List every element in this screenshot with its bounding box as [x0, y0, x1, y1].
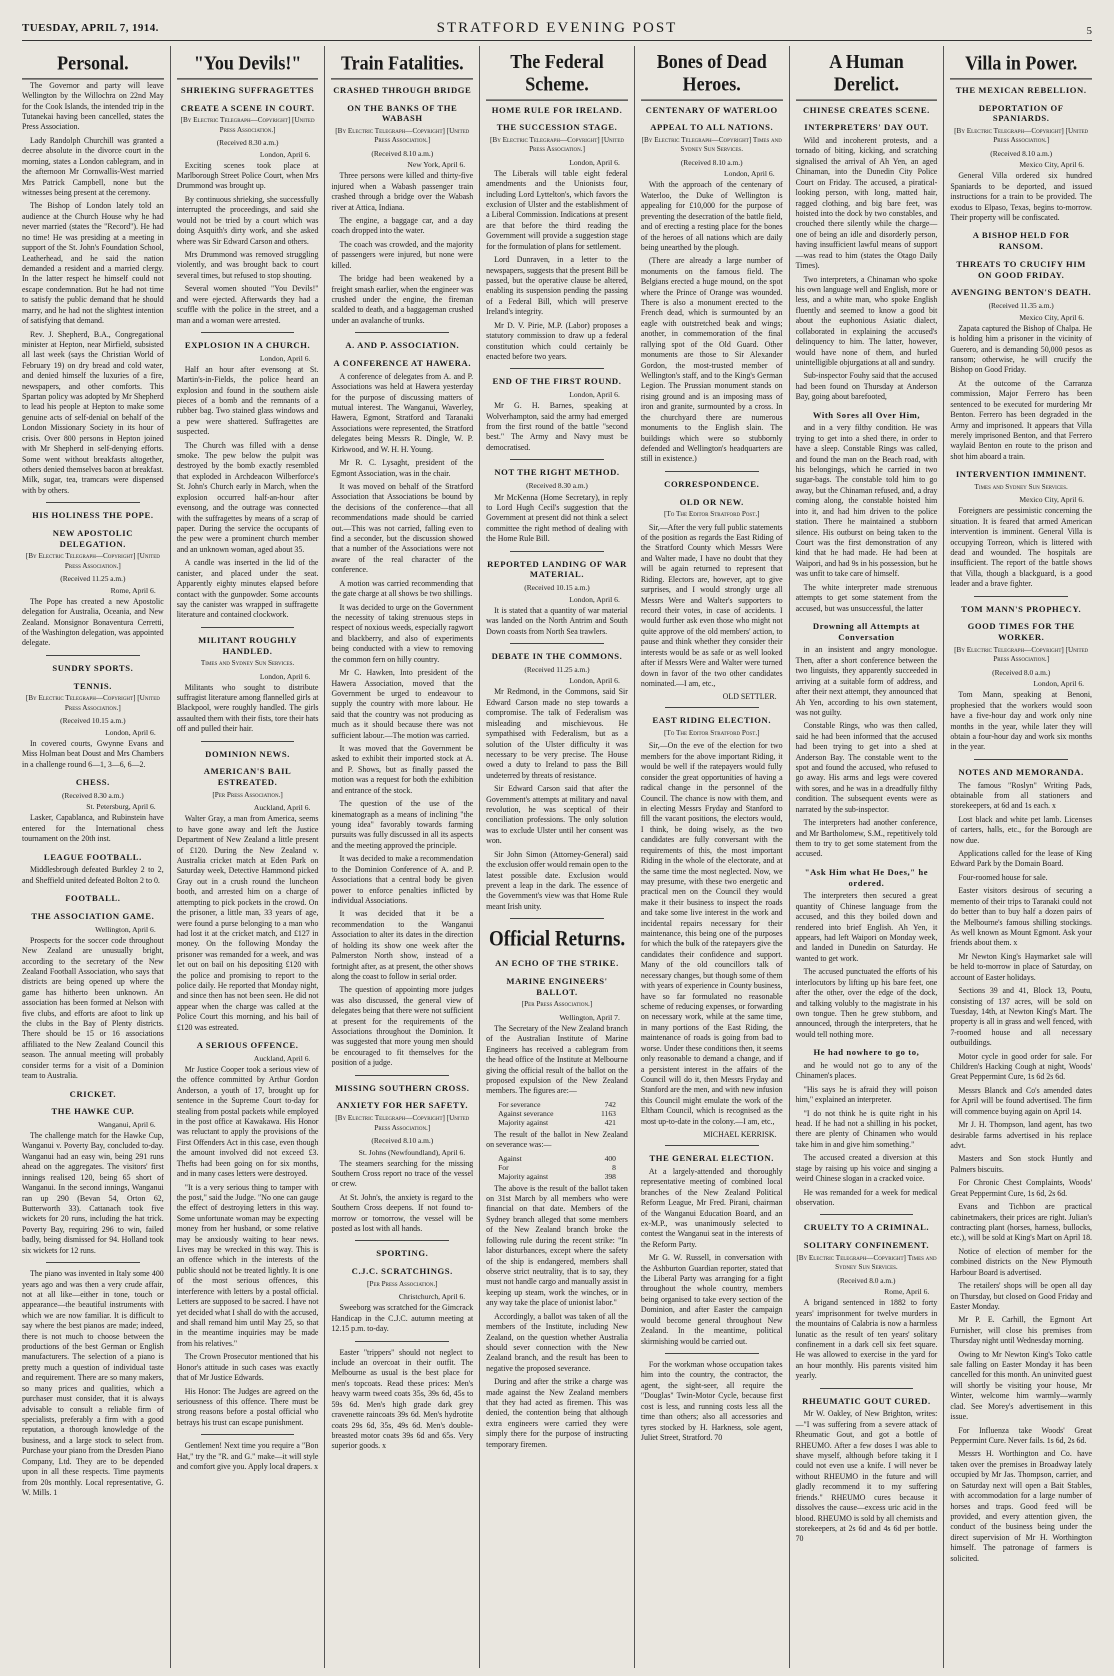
paragraph: Mrs Drummond was removed struggling violently, and was brought back to court several times, but refused to stop shouting.	[176, 249, 319, 280]
subheading: DEPORTATION OF SPANIARDS.	[978, 102, 1064, 124]
paragraph: Militants who sought to distribute suffragist literature among flannelled girls at Blackpool, were roughly handled. The girls assaulted them with their fists, tore their hats off and pulled their hair.	[176, 682, 319, 734]
dateline: London, April 6.	[569, 157, 620, 167]
figure-value: 398	[604, 1171, 616, 1181]
dateline: Auckland, April 6.	[253, 1053, 311, 1063]
column-rule	[510, 918, 604, 919]
paragraph: It was decided that it be a recommendation to the Wanganui Association to alter its dates in the direction of holding its show one week after the Palmerston North show, instead of a fortnight after, as at present, the other shows along the coast to follow in serial order.	[331, 909, 474, 981]
paragraph: Four-roomed house for sale.	[958, 872, 1048, 882]
paragraph: By continuous shrieking, she successfully interrupted the proceedings, and said she would not be tried by a court which was doing Asquith's dirty work, and she asked where was Sir Edward Carson and others.	[176, 194, 319, 246]
dateline: Mexico City, April 6.	[1019, 160, 1085, 170]
paragraph: The interpreters then secured a great quantity of Chinese language from the accused, and this they boiled down and rendered into brief English. Ah Yen, it appears, had left Waipori on Monday week, and landed in Dunedin on Saturday. He wanted to get work.	[795, 891, 938, 963]
subheading: A CONFERENCE AT HAWERA.	[333, 357, 472, 368]
column-rule	[355, 1240, 449, 1241]
paragraph: Messrs Blanck and Co's amended dates for April will be found advertised. The firm will commence buying again on April 14.	[950, 1085, 1093, 1116]
dateline: Mexico City, April 6.	[1019, 495, 1085, 505]
figures-row	[496, 1172, 618, 1181]
dateline: Wellington, April 7.	[559, 1012, 620, 1022]
subheading: With Sores all Over Him,	[812, 409, 921, 420]
figure-label: Majority against	[498, 1117, 549, 1127]
received-time: (Received 11.25 a.m.)	[60, 574, 126, 584]
subheading: THREATS TO CRUCIFY HIM ON GOOD FRIDAY.	[956, 258, 1086, 280]
figure-label: Majority against	[498, 1171, 549, 1181]
subheading: HIS HOLINESS THE POPE.	[32, 510, 154, 521]
subheading: INTERVENTION IMMINENT.	[955, 469, 1087, 480]
subheading: CRASHED THROUGH BRIDGE	[333, 84, 472, 95]
column-rule	[665, 1145, 759, 1146]
subheading: OLD OR NEW.	[679, 496, 744, 507]
figures-row	[496, 1100, 618, 1109]
column-rule	[820, 1388, 914, 1389]
column-rule	[201, 1434, 295, 1435]
article-headline: "You Devils!"	[177, 53, 319, 80]
paragraph: Sweeborg was scratched for the Gimcrack Handicap in the C.J.C. autumn meeting at 12.15 p.m. to-day.	[331, 1303, 474, 1334]
paragraph: Mr W. Oakley, of New Brighton, writes:—"I was suffering from a severe attack of Rheumatic Gout, and got a bottle of RHEUMO. After a few doses I was able to shave myself, although before taking it I could not even use a knife. I will never be without RHEUMO in the future and will gladly recommend it to my suffering friends." RHEUMO cures because it dissolves the cause—excess uric acid in the blood. RHEUMO is sold by all chemists and storekeepers, at 2s 6d and 4s 6d per bottle. 70	[795, 1409, 938, 1544]
paragraph: The engine, a baggage car, and a day coach dropped into the water.	[331, 216, 474, 236]
column-rule	[46, 1262, 140, 1263]
signature: MICHAEL KERRISK.	[703, 1130, 777, 1140]
dateline: London, April 6.	[259, 149, 311, 159]
column-rule	[46, 502, 140, 503]
paragraph: The accused created a diversion at this stage by raising up his voice and singing a weird Chinese slogan in a cracked voice.	[795, 1153, 938, 1184]
column-rule	[974, 596, 1068, 597]
subheading: APPEAL TO ALL NATIONS.	[650, 122, 774, 133]
paragraph: For Chronic Chest Complaints, Woods' Great Peppermint Cure, 1s 6d, 2s 6d.	[950, 1178, 1093, 1198]
paragraph: Sir Edward Carson said that after the Government's attempts at military and naval revolution, he was sceptical of their conciliation professions. The only solution was to exclude Ulster until her consent was won.	[486, 784, 628, 846]
subheading: LEAGUE FOOTBALL.	[43, 851, 142, 862]
signature: OLD SETTLER.	[722, 692, 777, 702]
subheading: THE HAWKE CUP.	[51, 1106, 135, 1117]
paragraph: At the outcome of the Carranza commission, Major Ferrero has been sentenced to be executed for murdering Mr Benton. Ferrero has been degraded in the Army and imprisoned. It appears that Villa merely imprisoned Benton, and that Ferrero waylaid Benton en route to the prison and shot him aboard a train.	[950, 378, 1093, 461]
paragraph: Foreigners are pessimistic concerning the situation. It is feared that armed American intervention is imminent. General Villa is occupying Torreon, which is littered with dead and wounded. The hospitals are insufficient. The report of the battle shows that Villa, though a blackguard, is a good leader and a brave fighter.	[950, 506, 1093, 589]
subheading: SHRIEKING SUFFRAGETTES	[180, 84, 315, 95]
paragraph: Prospects for the soccer code throughout New Zealand are unusually bright, according to the secretary of the New Zealand Football Association, who says that districts are being opened up where the game has hitherto been unknown. An association has been formed at Nelson with five clubs, and efforts are afoot to link up the clubs in the Bay of Plenty districts. There should be 15 or 16 associations affiliated to the New Zealand Council this season. The annual meeting will probably consider terms for a visit of a Dominion team to Australia.	[22, 935, 164, 1081]
article-headline: A Human Derelict.	[796, 51, 938, 100]
subheading: END OF THE FIRST ROUND.	[492, 376, 622, 387]
subheading: THE ASSOCIATION GAME.	[31, 910, 155, 921]
column-rule	[820, 1214, 914, 1215]
subheading: DOMINION NEWS.	[205, 748, 290, 759]
figures-row	[496, 1154, 618, 1163]
received-time: (Received 8.10 a.m.)	[371, 148, 434, 158]
paragraph: Mr G. W. Russell, in conversation with the Ashburton Guardian reporter, stated that the Liberal Party was arranging for a fight throughout the whole country, members being organised to take every section of the Dominion, and after Easter the campaign would become general throughout New Zealand. In the meantime, political skirmishing would be carried out.	[640, 1253, 783, 1346]
column-rule	[201, 627, 295, 628]
paragraph: The Liberals will table eight federal amendments and the Unionists four, including Lord Lyttelton's, which favors the exclusion of Ulster and the establishment of a Liberal Commission. Indications at present are that before the third reading the Government will provide a suggestion stage for the formulation of plans for settlement.	[486, 168, 628, 251]
paragraph: Lady Randolph Churchill was granted a decree absolute in the divorce court in the morning, states a London cablegram, and in the afternoon Mr Cornwallis-West married Mrs Patrick Campbell, none but the witnesses being present at the ceremony.	[22, 135, 164, 198]
paragraph: A brigand sentenced in 1882 to forty years' imprisonment for twelve murders in the mountains of Calabria is now a harmless lunatic as the result of ten years' solitary confinement in a dark cell six feet square. He was allowed to exercise in the yard for an hour monthly. His parents visited him yearly.	[795, 1298, 938, 1381]
subheading: CRICKET.	[69, 1088, 117, 1099]
paragraph: Mr G. H. Barnes, speaking at Wolverhampton, said the army had emerged from the first round of the battle "second best." The Army and Navy must be democratised.	[486, 401, 628, 452]
paragraph: The Secretary of the New Zealand branch of the Australian Institute of Marine Engineers has received a cablegram from the head office of the Institute at Melbourne giving the official result of the ballot on the proposed expulsion of the New Zealand members. The figures are:—	[486, 1023, 628, 1096]
paragraph: It was decided to make a recommendation to the Dominion Conference of A. and P. Associations that a central body be given power to enforce penalties inflicted by individual Associations.	[331, 854, 474, 905]
paragraph: Rev. J. Shepherd, B.A., Congregational minister at Hepton, near Mirfield, subsisted all last week (says the Christian World of February 19) on dry bread and cold water, and denied himself the luxuries of a fire, newspapers, and other comforts. This Spartan policy was adopted by Mr Shepherd to lead his people at Hepton to make some genuine acts of self-denial on behalf of the London Missionary Society in its hour of crisis. Over 800 persons in Hepton joined with Mr Shepherd in self-denying efforts. Some went without breakfasts altogether, others denied themselves bacon at breakfast. Milk, sugar, tea, tramcars were dispensed with by others.	[22, 329, 164, 495]
paragraph: During and after the strike a charge was made against the New Zealand members that they had acted as firemen. This was denied, the contention being that although extra engineers were carried they were simply there for the purpose of instructing temporary firemen.	[486, 1377, 628, 1449]
column-rule	[355, 332, 449, 333]
paragraph: Notice of election of member for the combined districts on the New Plymouth Harbour Board is advertised.	[950, 1246, 1093, 1277]
received-time: (Received 8.10 a.m.)	[680, 157, 743, 167]
paragraph: The interpreters had another conference, and Mr Bartholomew, S.M., repetitively told them to try to get some statement from the accused.	[795, 818, 938, 859]
paragraph: Messrs H. Worthington and Co. have taken over the premises in Broadway lately occupied by Mr Jas. Thompson, carrier, and on Saturday next will open a Bait Stables, with accommodation for a large number of horses and traps. Good feed will be provided, and every attention given, the conduct of the business being under the direct supervision of Mr H. Worthington himself. The patronage of farmers is solicited.	[950, 1449, 1093, 1563]
column-rule	[355, 1075, 449, 1076]
article-headline: The Federal Scheme.	[486, 51, 628, 100]
paragraph: Walter Gray, a man from America, seems to have gone away and left the Justice Department of New Zealand a little present of £120. During the New Zealand v. Australia cricket match at Eden Park on Saturday week, Detective Hammond picked Gray out in a crush round the luncheon booth, and arrested him on a charge of attempting to pick pockets in the crowd. On the prisoner, a little man, 33 years of age, were found a purse belonging to a man who had lost it at the cricket match, and £127 in money. On the following Monday the prisoner was remanded for a week, and was let out on bail on his depositing £120 with the police and promising to report to the police daily. He reported that Monday night, and since then has not been seen. He did not appear when the charge was called at the Police Court this morning, and his bail of £120 was estreated.	[176, 814, 319, 1032]
subheading: CENTENARY OF WATERLOO	[645, 104, 778, 115]
paragraph: Sir,—After the very full public statements of the position as regards the East Riding of the Stratford County which Messrs Were and Walter made, I have no doubt that they will be again returned to represent that Riding. Electors are, however, apt to give surprises, and I would strongly urge all Messrs Were and Walter's supporters to record their votes, in case of accidents. I would further ask even those who might not quite approve of the old members' action, to pause and think whether they consider their interests would be as safe or as well looked after if Messrs Were and Walter were turned down in favor of the two other candidates nominated.—I am, etc.,	[640, 522, 783, 688]
received-time: (Received 10.15 a.m.)	[524, 583, 590, 593]
figure-label: For severance	[498, 1099, 541, 1109]
paragraph: It was moved on behalf of the Stratford Association that Associations be bound by the decisions of the conference—that all recommendations made should be carried out.—This was not carried, falling even to find a seconder, but the discussion showed that a number of the Associations were not aware of the real character of the conference.	[331, 481, 474, 575]
paragraph: Mr D. V. Pirie, M.P. (Labor) proposes a statutory commission to draw up a federal constitution which could certainly be enacted before two years.	[486, 320, 628, 361]
paragraph: It is stated that a quantity of war material was landed on the North Antrim and South Down coasts from North Sea trawlers.	[486, 605, 628, 636]
paragraph: The Pope has created a new Apostolic delegation for Australia, Oceania, and New Zealand. Monsignor Bonaventura Cerretti, of the Washington delegation, was appointed delegate.	[22, 596, 164, 648]
figure-label: Against	[498, 1153, 522, 1163]
paragraph: Constable Rings, who was then called, said he had been informed that the accused had been trying to get into a shed at Anderson Bay. The constable went to the spot and found the accused, who refused to go away. His arms and legs were covered with sores, and he was in a dreadfully filthy condition. The subsequent events were as narrated by the sub-inspector.	[795, 721, 938, 814]
column-1	[22, 46, 170, 1668]
paragraph: It was moved that the Government be asked to exhibit their imported stock at A. and P. Shows, but as finally passed the motion was a request for both the exhibition and entrance of the stock.	[331, 744, 474, 795]
paragraph: Mr McKenna (Home Secretary), in reply to Lord Hugh Cecil's suggestion that the Government at present did not think a select committee the right method of dealing with the Home Rule Bill.	[486, 492, 628, 544]
paragraph: Mr Justice Cooper took a serious view of the offence committed by Arthur Gordon Anderson, a youth of 17, brought up for sentence in the Supreme Court to-day for stealing from postal packets while employed in the post office at Kawakawa. His Honor was reluctant to apply the provisions of the First Offenders Act in this case, even though the amount involved did not exceed £3. Thefts had been going on for six months, and in many cases letters were destroyed.	[176, 1064, 319, 1179]
dateline: New York, April 6.	[407, 160, 466, 170]
paragraph: The Bishop of London lately told an audience at the Church House why he had never married (states the "Record"). He had no time! He was presiding at a meeting in support of the St. John's Foundation School, Leatherhead, and he said the nation demanded a resident and a married clergy. In the latter respect he himself could not escape condemnation. But he had not time to satisfy the public demand that he should marry, and he had not the slightest intention of satisfying that demand.	[22, 201, 164, 326]
subheading: FOOTBALL.	[65, 893, 121, 904]
subheading: CRUELTY TO A CRIMINAL.	[803, 1222, 930, 1233]
subheading: REPORTED LANDING OF WAR MATERIAL.	[487, 558, 627, 580]
subheading: CREATE A SCENE IN COURT.	[180, 102, 315, 113]
paragraph: For Influenza take Woods' Great Peppermint Cure. Never fails. 1s 6d, 2s 6d.	[950, 1425, 1093, 1445]
column-5	[634, 46, 789, 1668]
wire-credit: [By Electric Telegraph—Copyright] [United Press Association.]	[954, 645, 1089, 664]
subheading: THE MEXICAN REBELLION.	[955, 84, 1087, 95]
paragraph: The famous "Roslyn" Writing Pads, obtainable from all stationers and storekeepers, at 6d and 1s each. x	[950, 780, 1093, 811]
paper-title: STRATFORD EVENING POST	[436, 20, 678, 36]
column-3	[324, 46, 479, 1668]
subheading: GOOD TIMES FOR THE WORKER.	[967, 621, 1075, 643]
subheading: AMERICAN'S BAIL ESTREATED.	[203, 766, 292, 788]
masthead	[22, 18, 1092, 41]
subheading: AVENGING BENTON'S DEATH.	[951, 287, 1092, 298]
paragraph: Gentlemen! Next time you require a "Bon Hat," try the "R. and G." make—it will style and comfort give you. Apply local drapers. x	[176, 1441, 319, 1472]
paragraph: The Crown Prosecutor mentioned that his Honor's attitude in such cases was exactly that of Mr Justice Edwards.	[176, 1352, 319, 1383]
section-headline: Official Returns.	[488, 927, 626, 952]
article-headline: Bones of Dead Heroes.	[641, 51, 783, 100]
paragraph: Mr J. H. Thompson, land agent, has two desirable farms advertised in his replace advt.	[950, 1120, 1093, 1151]
received-time: (Received 8.10 a.m.)	[990, 148, 1053, 158]
subheading: Drowning all Attempts at Conversation	[812, 620, 920, 642]
dateline: Mexico City, April 6.	[1019, 312, 1085, 322]
paragraph: The Governor and party will leave Wellington by the Willochra on 22nd May for the Cook Islands, the intended trip in the Tutanekai having been cancelled, states the Press Association.	[22, 80, 164, 132]
paragraph: Accordingly, a ballot was taken of all the members of the Institute, including New Zealand, on the question whether Australia should sever connection with the New Zealand branch, and the result has been to negative the proposed severance.	[486, 1311, 628, 1373]
paragraph: and he would not go to any of the Chinamen's places.	[795, 1060, 938, 1081]
paragraph: Applications called for the lease of King Edward Park by the Domain Board.	[950, 849, 1093, 869]
column-rule	[974, 759, 1068, 760]
dateline: London, April 6.	[723, 169, 775, 179]
paragraph: Mr P. E. Carhill, the Egmont Art Furnisher, will close his premises from Thursday night until Wednesday morning.	[950, 1315, 1093, 1346]
wire-credit: [By Electric Telegraph—Copyright] Times and Sydney Sun Services.	[796, 1253, 937, 1272]
received-time: (Received 8.30 a.m.)	[61, 790, 124, 800]
paragraph: "I do not think he is quite right in his head. If he had not a shilling in his pocket, there are plenty of Chinamen who would take him in and give him something."	[795, 1108, 938, 1149]
subheading: EAST RIDING ELECTION.	[652, 715, 772, 726]
paragraph: Evans and Tichbon are practical cabinetmakers, their prices are right. Julian's contracting plant (horses, harness, bullocks, etc.), will be sold at King's Mart on April 18.	[950, 1202, 1093, 1243]
subheading: NEW APOSTOLIC DELEGATION.	[52, 527, 134, 549]
paragraph: Lost black and white pet lamb. Licenses of carters, halls, etc., for the Borough are now due.	[950, 814, 1093, 845]
paragraph: The challenge match for the Hawke Cup, Wanganui v. Poverty Bay, concluded to-day. Wanganui had an easy win, being 291 runs ahead on the aggregates. The visitors' first innings realised 120, being 65 short of Wanganui. In the second innings, Wanganui ran up 290 (Bevan 54, Orton 62, Butterworth 33). Cattanach took five wickets for 20 runs, including the hat trick. Poverty Bay, requiring 296 to win, failed badly, being dismissed for 94. Holland took six wickets for 12 runs.	[22, 1131, 164, 1255]
wire-credit: [Per Press Association.]	[367, 1279, 438, 1288]
wire-credit: [By Electric Telegraph—Copyright] [United Press Association.]	[490, 136, 625, 154]
column-rule	[510, 643, 604, 644]
subheading: HOME RULE FOR IRELAND.	[491, 104, 623, 115]
subheading: "Ask Him what He Does," he ordered.	[804, 866, 929, 888]
subheading: INTERPRETERS' DAY OUT.	[804, 122, 929, 133]
column-rule	[665, 1353, 759, 1354]
received-time: (Received 8.10 a.m.)	[371, 1135, 434, 1145]
dateline: London, April 6.	[569, 676, 620, 686]
paragraph: Motor cycle in good order for sale. For Children's Hacking Cough at night, Woods' Great Peppermint Cure, 1s 6d 2s 6d.	[950, 1051, 1093, 1082]
dateline: Rome, April 6.	[110, 585, 156, 595]
column-2	[170, 46, 325, 1668]
paragraph: The above is the result of the ballot taken on 31st March by all members who were financial on that date. Members of the Sydney branch alleged that some members of the New Zealand branch broke the following rule during the recent strike: "In labor disturbances, except where the safety of the ship is endangered, members shall observe strict neutrality, that is to say, they must not handle cargo and manually assist in keeping up steam, work the winches, or in any way take the place of unionist labor."	[486, 1183, 628, 1308]
received-time: (Received 8.0 a.m.)	[837, 1275, 896, 1285]
column-rule	[665, 471, 759, 472]
dateline: Wanganui, April 6.	[98, 1120, 156, 1130]
wire-credit: [To The Editor Stratford Post.]	[663, 510, 760, 519]
paragraph: in an insistent and angry monologue. Then, after a short conference between the two linguists, they apparently succeeded in arriving at a suitable form of address, and after their next attempt, they announced that Ah Yen, according to his own statement, was not guilty.	[795, 645, 938, 717]
subheading: DEBATE IN THE COMMONS.	[491, 651, 623, 662]
subheading: NOT THE RIGHT METHOD.	[494, 467, 620, 478]
page-number: 5	[1086, 25, 1092, 37]
figures-row	[496, 1118, 618, 1127]
paragraph: Several women shouted "You Devils!" and were ejected. Afterwards they had a scuffle with the police in the street, and a man and a woman were arrested.	[176, 284, 319, 325]
subheading: CHESS.	[75, 776, 110, 787]
issue-date: TUESDAY, APRIL 7, 1914.	[22, 21, 159, 34]
wire-credit: [By Electric Telegraph—Copyright] [United Press Association.]	[335, 127, 470, 145]
column-rule	[665, 707, 759, 708]
paragraph: "It is a very serious thing to tamper with the post," said the Judge. "No one can gauge the effect of destroying letters in this way. Some unfortunate woman may be expecting money from her husband, or some relative may be anxiously waiting to hear news. Lives may be wrecked in this way. This is an offence which in the interests of the public should not be treated lightly. It is one of the most serious offences, this interference with letters by a postal official. Letters are supposed to be sacred. I have not yet decided what I shall do with the accused, and shall remand him until May 25, so that in the meantime inquiries may be made from his relatives."	[176, 1182, 319, 1348]
paragraph: General Villa ordered six hundred Spaniards to be deported, and issued instructions for a train to be provided. The exodus to Elpaso, Texas, begins to-morrow. Their property will be confiscated.	[950, 171, 1093, 223]
wire-credit: [Per Press Association.]	[521, 1000, 593, 1009]
wire-credit: [By Electric Telegraph—Copyright] [United Press Association.]	[954, 127, 1089, 145]
paragraph: The steamers searching for the missing Southern Cross report no trace of the vessel or crew.	[331, 1158, 474, 1189]
paragraph: Easter "trippers" should not neglect to include an overcoat in their outfit. The Melbourne as usual is the best place for men's topcoats. Read these prices: Men's heavy warm tweed coats 35s, 39s 6d, 45s to 59s 6d. Men's high grade dark grey cravenette raincoats 39s 6d. Men's hydrotite coats 29s 6d, 35s, 49s 6d. Men's double-breasted motor coats 39s 6d and 65s. Very superior goods. x	[331, 1347, 474, 1451]
paragraph: Three persons were killed and thirty-five injured when a Wabash passenger train crashed through a bridge over the Wabash river at Attica, Indiana.	[331, 171, 474, 212]
subheading: RHEUMATIC GOUT CURED.	[802, 1395, 931, 1406]
figures-row	[496, 1163, 618, 1172]
column-4	[479, 46, 634, 1668]
paragraph: At a largely-attended and thoroughly representative meeting of combined local branches of the New Zealand Political Reform League, Mr Fred. Pirani, chairman of the Wanganui Education Board, and an ex-M.P., was unanimously selected to contest the Wanganui seat in the interests of the Reform Party.	[640, 1166, 783, 1249]
paragraph: Mr Newton King's Haymarket sale will be held to-morrow in place of Saturday, on account of Easter holidays.	[950, 951, 1093, 982]
subheading: A SERIOUS OFFENCE.	[196, 1040, 299, 1051]
paragraph: The question of appointing more judges was also discussed, the general view of delegates being that there were not sufficient at present for the requirements of the Associations throughout the Dominion. It was suggested that more young men should be encouraged to fit themselves for the position of a judge.	[331, 985, 474, 1068]
dateline: Rome, April 6.	[884, 1287, 930, 1297]
subheading: THE SUCCESSION STAGE.	[496, 122, 618, 133]
paragraph: His Honor: The Judges are agreed on the seriousness of this offence. There must be strong reasons before a postal official who betrays his trust can escape punishment.	[176, 1386, 319, 1427]
paragraph: Mr C. Hawken, Into president of the Hawera Association, moved that the Government be urged to endeavour to supply the country with more labour. He said that the country was not producing as much as it should because there was not sufficient labour.—The motion was carried.	[331, 668, 474, 740]
wire-credit: [By Electric Telegraph—Copyright] [United Press Association.]	[335, 1114, 470, 1132]
wire-credit: Times and Sydney Sun Services.	[974, 482, 1068, 491]
figure-value: 1163	[601, 1108, 616, 1118]
column-rule	[201, 741, 295, 742]
column-rule	[201, 332, 295, 333]
subheading: A BISHOP HELD FOR RANSOM.	[972, 230, 1070, 252]
dateline: London, April 6.	[259, 353, 311, 363]
dateline: St. Johns (Newfoundland), April 6.	[358, 1147, 466, 1157]
paragraph: In covered courts, Gwynne Evans and Miss Holman beat Doust and Mrs Chambers in a challenge round 6—1, 3—6, 6—2.	[22, 738, 164, 769]
paragraph: A candle was inserted in the lid of the canister, and placed under the seat. Apparently eighty minutes elapsed before contact with the gunpowder. Some accounts say the canister was wrapped in suffragette literature and contained clockwork.	[176, 558, 319, 620]
subheading: A. AND P. ASSOCIATION.	[345, 340, 460, 351]
paragraph: "His says he is afraid they will poison him," explained an interpreter.	[795, 1084, 938, 1105]
paragraph: Sir John Simon (Attorney-General) said the exclusion offer would remain open to the latest possible date. Exclusion would prevent a leap in the dark. The essence of the Government's view was that Home Rule meant Irish unity.	[486, 849, 628, 911]
paragraph: Zapata captured the Bishop of Chalpa. He is holding him a prisoner in the vicinity of Guerero, and is demanding 50,000 pesos as ransom; otherwise, he will crucify the Bishop on Good Friday.	[950, 323, 1093, 375]
article-headline: Train Fatalities.	[331, 53, 473, 80]
paragraph: (There are already a large number of monuments on the famous field. The Belgians erected a huge mound, on the spot where the Prince of Orange was wounded. There is also a monument erected to the French dead, which is surmounted by an eagle with outstretched beak and wings; another, in commemoration of the final rallying spot of the Old Guard. Other monuments are those to Sir Alexander Gordon, the most-trusted member of Wellington's staff, and to the King's German Legion. The Prussian monument stands on rising ground and is an imposing mass of iron and granite, surmounted by a cross. In the churchyard there are numerous monuments to the English slain. The buildings which were so stubbornly defended and Wellington's headquarters are still in existence.)	[640, 256, 783, 464]
dateline: Wellington, April 6.	[95, 924, 156, 934]
figure-label: Against severance	[498, 1108, 554, 1118]
column-rule	[510, 368, 604, 369]
subheading: MILITANT ROUGHLY HANDLED.	[198, 634, 298, 656]
paragraph: For the workman whose occupation takes him into the country, the contractor, the agent, the sight-seer, all require the "Douglas" Twin-Motor Cycle, because first cost is less, and running costs less all the time than others; also all accessories and tyres stocked by H. Harkness, sole agent, Juliet Street, Stratford. 70	[640, 1359, 783, 1442]
column-rule	[355, 1341, 449, 1342]
subheading: TENNIS.	[73, 680, 113, 691]
paragraph: The result of the ballot in New Zealand on severance was:—	[486, 1129, 628, 1150]
article-headline: Villa in Power.	[950, 53, 1092, 80]
dateline: Auckland, April 6.	[253, 803, 311, 813]
paragraph: Easter visitors desirous of securing a memento of their trips to Taranaki could not do better than to buy half a dozen pairs of the Melbourne's famous shilling stockings. As well known as Mount Egmont. Ask your friends about them. x	[950, 886, 1093, 948]
column-rule	[510, 551, 604, 552]
paragraph: The Church was filled with a dense smoke. The pew below the pulpit was destroyed by the bomb exactly resembled that exploded in Archdeacon Wilberforce's St. John's Church early in March, when the explosion occurred half-an-hour after evensong, and the outrage was connected with the suffragettes by means of a scrap of paper. During the service the occupants of the pew were a prominent church member and an unknown woman, aged about 35.	[176, 440, 319, 554]
subheading: SPORTING.	[376, 1248, 429, 1259]
paragraph: He was remanded for a week for medical observation.	[795, 1187, 938, 1208]
subheading: SUNDRY SPORTS.	[52, 662, 134, 673]
column-rule	[46, 655, 140, 656]
figure-value: 742	[604, 1099, 616, 1109]
paragraph: The bridge had been weakened by a freight smash earlier, when the engineer was crushed under the engine, the fireman scalded to death, and a baggageman crushed under an avalanche of trunks.	[331, 274, 474, 325]
paragraph: and in a very filthy condition. He was trying to get into a shed there, in order to have a sleep. Constable Rings was called, and found the man on the Beach road, with his belongings, which he carried in two sugar-bags. The constable told him to go away, but the Chinaman refused, and, a dray coming along, the constable hoisted him into it, and had him driven to the police station. There he maintained a stubborn silence. His outburst on being taken to the Court was the first demonstration of any kind that he had made. He had been at Waipori, and had 9s in his possession, but he was unfit to take care of himself.	[795, 423, 938, 579]
wire-credit: [By Electric Telegraph—Copyright] [United Press Association.]	[25, 694, 160, 712]
received-time: (Received 8.30 a.m.)	[526, 480, 588, 490]
paragraph: The white interpreter made strenuous attempts to get some statement from the accused, but was unsuccessful, the latter	[795, 582, 938, 613]
figures-table	[496, 1100, 618, 1127]
subheading: C.J.C. SCRATCHINGS.	[351, 1266, 453, 1277]
subheading: He had nowhere to go to,	[813, 1047, 920, 1058]
subheading: AN ECHO OF THE STRIKE.	[495, 958, 619, 969]
figure-value: 421	[604, 1117, 616, 1127]
dateline: London, April 6.	[569, 390, 620, 400]
paragraph: A motion was carried recommending that the gate charge at all shows be two shillings.	[331, 578, 474, 599]
wire-credit: [By Electric Telegraph—Copyright] Times and Sydney Sun Services.	[641, 136, 782, 154]
received-time: (Received 11.35 a.m.)	[988, 301, 1054, 311]
figure-label: For	[498, 1162, 509, 1172]
wire-credit: [Per Press Association.]	[212, 790, 283, 799]
subheading: CORRESPONDENCE.	[664, 478, 760, 489]
subheading: EXPLOSION IN A CHURCH.	[184, 339, 311, 350]
figure-value: 400	[604, 1153, 616, 1163]
subheading: CHINESE CREATES SCENE.	[802, 104, 930, 115]
paragraph: The coach was crowded, and the majority of passengers were injured, but none were killed.	[331, 239, 474, 270]
paragraph: A conference of delegates from A. and P. Associations was held at Hawera yesterday for the purpose of discussing matters of mutual interest. The Wanganui, Waverley, Hawera, Egmont, Stratford and Taranaki Associations were represented, the Stratford delegates being Messrs R. Dingle, W. P. Kirkwood, and W. H. H. Young.	[331, 371, 474, 454]
wire-credit: [To The Editor Stratford Post.]	[663, 729, 760, 738]
figures-row	[496, 1109, 618, 1118]
paragraph: The question of the use of the kinematograph as a means of inclining "the young idea" favorably towards farming pursuits was fully discussed in all its aspects and the meeting approved the principle.	[331, 799, 474, 850]
subheading: SOLITARY CONFINEMENT.	[803, 1240, 930, 1251]
paragraph: With the approach of the centenary of Waterloo, the Duke of Wellington is appealing for £10,000 for the purpose of preventing the desecration of the battle field, and of erecting a resting place for the bones of the heroes of all nations which are daily being unearthed by the plough.	[640, 180, 783, 252]
paragraph: Two interpreters, a Chinaman who spoke his own language well and English, more or less, and a white man, who spoke English fluently and seemed to know a good bit about the euphonious Asiatic dialect, collaborated in explaining the accused's delinquency to him. The latter, however, would have none of them, and hurled unintelligible objurgations at all and sundry.	[795, 274, 938, 367]
received-time: (Received 10.15 a.m.)	[60, 716, 126, 726]
dateline: London, April 6.	[569, 594, 620, 604]
column-7	[943, 46, 1092, 1668]
dateline: Christchurch, April 6.	[398, 1292, 466, 1302]
figure-value: 8	[612, 1162, 616, 1172]
columns	[22, 46, 1092, 1668]
paragraph: Half an hour after evensong at St. Martin's-in-Fields, the police heard an explosion and found in the southern aisle pieces of a bomb and the remnants of a rubber bag. Two stained glass windows and a pew were shattered. Suffragettes are suspected.	[176, 364, 319, 437]
wire-credit: [By Electric Telegraph—Copyright] [United Press Association.]	[180, 116, 315, 134]
received-time: (Received 11.25 a.m.)	[524, 664, 590, 674]
paragraph: Mr Redmond, in the Commons, said Sir Edward Carson made no step towards a compromise. The talk of Federalism was misleading and mischievous. He sympathised with Federalism, but as a solution of the Ulster difficulty it was necessary to be very precise. The House owed a duty to Ireland to pass the Bill undeterred by threats of resistance.	[486, 687, 628, 780]
wire-credit: [By Electric Telegraph—Copyright] [United Press Association.]	[25, 552, 160, 570]
paragraph: Middlesbrough defeated Burkley 2 to 2, and Sheffield united defeated Bolton 2 to 0.	[22, 865, 164, 885]
subheading: MISSING SOUTHERN CROSS.	[335, 1082, 470, 1093]
subheading: ANXIETY FOR HER SAFETY.	[336, 1100, 469, 1111]
dateline: London, April 6.	[1033, 679, 1085, 689]
paragraph: Sections 39 and 41, Block 13, Poutu, consisting of 137 acres, will be sold on Tuesday, 14th, at Newton King's Mart. The property is all in grass and well fenced, with 7-roomed house and all necessary outbuildings.	[950, 986, 1093, 1048]
paragraph: Sub-inspector Fouhy said that the accused had been found on Thursday at Anderson Bay, going about barefooted,	[795, 371, 938, 402]
wire-credit: Times and Sydney Sun Services.	[200, 659, 295, 668]
paragraph: Wild and incoherent protests, and a tornado of biting, kicking, and scratching signalised the arrival of Ah Yen, an aged Chinaman, into the Dunedin City Police Court on Friday. The accused, a piratical-looking person, with long, matted hair, ragged clothing, and big bare feet, was hoisted into the dock by two constables, and crouched there silently while the charge—one of being an idle and disorderly person, having insufficient lawful means of support—was read to him (states the Otago Daily Times).	[795, 136, 938, 271]
paragraph: Owing to Mr Newton King's Toko cattle sale falling on Easter Monday it has been cancelled for this month. An uninvited guest will shortly be visiting your house, Mr Winter, welcome him warmly—warmly clad. See Morey's advertisement in this issue.	[950, 1349, 1093, 1422]
paragraph: Mr R. C. Lysaght, president of the Egmont Association, was in the chair.	[331, 458, 474, 478]
column-6	[789, 46, 944, 1668]
paragraph: Lord Dunraven, in a letter to the newspapers, suggests that the present Bill be passed, but the operative clause be altered, enabling its suspension pending the passing of a Federal Bill, which will preserve Ireland's integrity.	[486, 255, 628, 317]
paragraph: Lasker, Capablanca, and Rubinstein have entered for the International chess tournament on the 20th inst.	[22, 813, 164, 844]
paragraph: Sir,—On the eve of the election for two members for the above important Riding, it would be well if the ratepayers would fully consider the great opportunities of having a radical change in the personnel of the Council. The chance is now with them, and in electing Messrs Fryday and Stanford to fill the vacant positions, the electors would, I think, be doing wisely, as the two candidates are fully conversant with the requirements of this, the most important Riding in the whole of the electorate, and at the same time the most neglected. Now, we may presume, with these two energetic and practical men on the Council they would make it their business to inspect the roads and take some live interest in the work and incidental repairs necessary for their maintenance, this being one of the purposes for which the bulk of the ratepayers give the candidates their confidence and support. Many of the old councillors talk of necessary changes, but though some of them with years of experience in County business, have so far formulated no reasonable scheme of reducing expenses, or forwarding on necessary work, while at the same time, in many portions of the East Riding, the maintenance of roads is going from bad to worse. Under these conditions then, it seems only reasonable to demand a change, and if a persistent interest in the affairs of the Council will do it, then Messrs Fryday and Stanford are the men, and with new infusion this Council might emulate the work of the Eltham Council, which is recognised as the most up-to-date in the colony.—I am, etc.,	[640, 741, 783, 1126]
dateline: St. Petersburg, April 6.	[86, 802, 156, 812]
received-time: (Received 8.30 a.m.)	[216, 137, 279, 147]
paragraph: Exciting scenes took place at Marlborough Street Police Court, when Mrs Drummond was brought up.	[176, 160, 319, 191]
article-headline: Personal.	[22, 53, 164, 80]
subheading: TOM MANN'S PROPHECY.	[961, 603, 1082, 614]
subheading: NOTES AND MEMORANDA.	[958, 766, 1084, 777]
dateline: London, April 6.	[105, 727, 156, 737]
subheading: MARINE ENGINEERS' BALLOT.	[506, 976, 608, 997]
paragraph: The piano was invented in Italy some 400 years ago and was then a very crude affair, not at all like—either in tone, touch or appearance—the beautiful instruments with which we are now familiar. It is difficult to say where the best pianos are made; indeed, there is not much to choose between the productions of the best German or English manufacturers. The selection of a piano is pretty much a question of individual taste and requirement. There are so many makers, so many prices and qualities, which a purchaser must consider, that it is always advisable to consult a reliable firm of specialists, preferably a firm with a good reputation, a thorough knowledge of the business, and a large stock to select from. Purchase your piano from the Dresden Piano Company, Ltd. They are to be depended upon in all these respects. Time payments from 20s monthly. Local representative, G. W. Mills. 1	[22, 1269, 164, 1497]
paragraph: At St. John's, the anxiety is regard to the Southern Cross deepens. If not found to-morrow or tomorrow, the vessel will be posted as lost with all hands.	[331, 1192, 474, 1234]
dateline: London, April 6.	[259, 671, 311, 681]
subheading: ON THE BANKS OF THE WABASH	[347, 102, 458, 124]
paragraph: Masters and Son stock Huntly and Palmers biscuits.	[950, 1154, 1093, 1174]
figures-table	[496, 1154, 618, 1181]
paragraph: It was decided to urge on the Government the necessity of taking strenuous steps in respect of noxious weeds, especially ragwort and blackberry, and also of experiments being conducted with a view to removing the common fern on hilly country.	[331, 602, 474, 664]
received-time: (Received 8.0 a.m.)	[992, 667, 1051, 677]
paragraph: Tom Mann, speaking at Benoni, prophesied that the workers would soon have a five-hour day and work only nine months in the year, while later they will obtain a four-hour day and work six months in the year.	[950, 690, 1093, 752]
subheading: THE GENERAL ELECTION.	[649, 1153, 775, 1164]
paragraph: The retailers' shops will be open all day on Thursday, but closed on Good Friday and Easter Monday.	[950, 1281, 1093, 1311]
column-rule	[510, 459, 604, 460]
paragraph: The accused punctuated the efforts of his interlocutors by lifting up his bare feet, one after the other, over the edge of the dock, and talking volubly to the magistrate in his own tongue. Then he grew stubborn, and announced, through the interpreters, that he would tell nothing more.	[795, 967, 938, 1039]
